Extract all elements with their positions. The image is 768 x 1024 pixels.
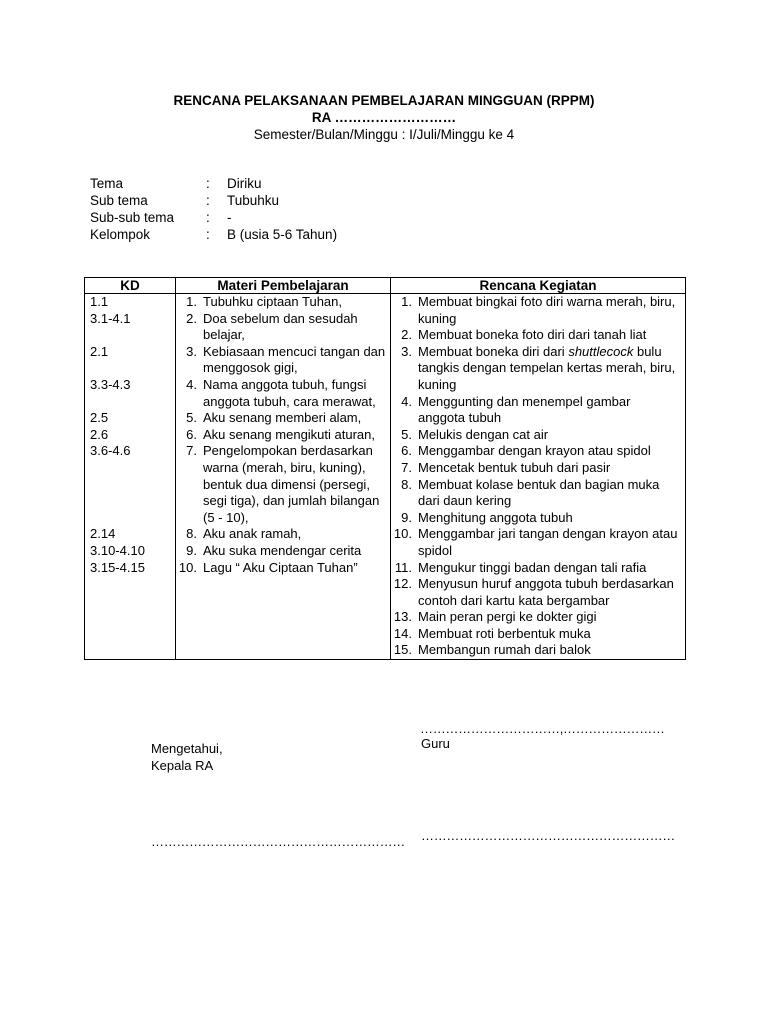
table-row — [85, 294, 686, 660]
materi-column — [176, 294, 391, 660]
info-label: Tema — [90, 176, 124, 191]
kegiatan-number: 1. — [401, 294, 412, 309]
kd-item: 2.5 — [90, 410, 109, 426]
materi-item — [176, 427, 390, 444]
info-value: Tubuhku — [227, 193, 280, 208]
kegiatan-text: Menyusun huruf anggota tubuh berdasarkan contoh dari kartu kata bergambar — [418, 576, 674, 608]
materi-text: Aku suka mendengar cerita — [203, 542, 362, 558]
materi-number: 5. — [186, 410, 197, 426]
kegiatan-number: 4. — [401, 393, 412, 409]
materi-item — [176, 443, 390, 526]
kegiatan-number: 8. — [401, 476, 412, 492]
kd-item — [85, 327, 175, 344]
info-label: Kelompok — [90, 227, 151, 242]
rppm-table — [84, 277, 686, 660]
kegiatan-text: Menggambar jari tangan dengan krayon atau spidol — [418, 526, 678, 558]
kegiatan-text: Melukis dengan cat air — [418, 426, 549, 442]
kegiatan-number: 13. — [393, 609, 412, 625]
kd-item: 3.15-4.15 — [90, 559, 145, 575]
kd-item — [85, 510, 175, 527]
mengetahui-label: Mengetahui, — [151, 741, 223, 756]
kegiatan-text: Main peran pergi ke dokter gigi — [418, 609, 597, 625]
kegiatan-text: Menggunting dan menempel gambar anggota tubuh — [418, 393, 631, 426]
header-kd: KD — [85, 278, 176, 294]
materi-number: 3. — [186, 343, 197, 359]
materi-text: Nama anggota tubuh, fungsi anggota tubuh, cara merawat, — [203, 376, 376, 409]
kegiatan-number: 15. — [393, 642, 412, 658]
kegiatan-item — [391, 477, 685, 510]
kegiatan-item — [391, 560, 685, 577]
materi-number: 6. — [186, 426, 197, 442]
date-line: ……………………………,…………………… — [420, 721, 665, 736]
kepala-signature-line: …………………………………………………… — [151, 834, 406, 849]
header-kegiatan: Rencana Kegiatan — [391, 278, 686, 294]
kd-column — [85, 294, 176, 660]
info-colon: : — [206, 193, 210, 208]
materi-text: Pengelompokan berdasarkan warna (merah, biru, kuning), bentuk dua dimensi (persegi, segi tiga), dan jumlah bilangan (5 - 10), — [203, 443, 380, 525]
materi-number: 10. — [178, 559, 197, 575]
info-colon: : — [206, 227, 210, 242]
kd-item — [85, 394, 175, 411]
kegiatan-text: Membuat roti berbentuk muka — [418, 625, 591, 641]
kegiatan-item — [391, 394, 685, 427]
materi-number: 4. — [186, 376, 197, 392]
kegiatan-number: 9. — [401, 509, 412, 525]
semester-line: Semester/Bulan/Minggu : I/Juli/Minggu ke 4 — [253, 127, 515, 142]
materi-number: 2. — [186, 310, 197, 326]
info-value: - — [227, 210, 232, 225]
kegiatan-item — [391, 427, 685, 444]
info-label: Sub-sub tema — [90, 210, 175, 225]
kegiatan-text: Mengukur tinggi badan dengan tali rafia — [418, 559, 647, 575]
kd-item: 3.3-4.3 — [90, 376, 131, 392]
materi-number: 7. — [186, 443, 197, 459]
kd-item: 1.1 — [90, 294, 109, 309]
kd-item — [85, 460, 175, 477]
materi-number: 1. — [186, 294, 197, 309]
kegiatan-number: 11. — [394, 559, 412, 575]
guru-signature-line: …………………………………………………… — [421, 828, 676, 843]
kegiatan-item — [391, 443, 685, 460]
kegiatan-column — [391, 294, 686, 660]
kegiatan-item — [391, 526, 685, 559]
materi-item — [176, 410, 390, 427]
kegiatan-number: 5. — [401, 426, 412, 442]
kegiatan-text: Membangun rumah dari balok — [418, 642, 591, 658]
kd-item — [85, 360, 175, 377]
materi-number: 9. — [186, 542, 197, 558]
kegiatan-item — [391, 327, 685, 344]
info-colon: : — [206, 210, 210, 225]
kegiatan-item — [391, 576, 685, 609]
kegiatan-text: Menghitung anggota tubuh — [418, 509, 573, 525]
materi-item — [176, 311, 390, 344]
kegiatan-number: 14. — [393, 625, 412, 641]
kd-item: 3.1-4.1 — [90, 310, 131, 326]
kegiatan-text: Membuat bingkai foto diri warna merah, biru, kuning — [418, 294, 676, 326]
kegiatan-item — [391, 294, 685, 327]
info-colon: : — [206, 176, 210, 191]
kegiatan-text: Membuat kolase bentuk dan bagian muka dari daun kering — [418, 476, 660, 509]
kegiatan-text: Mencetak bentuk tubuh dari pasir — [418, 459, 611, 475]
document-subtitle: RA ……………………… — [311, 110, 457, 125]
kegiatan-item — [391, 626, 685, 643]
kd-item: 2.6 — [90, 426, 109, 442]
table-header-row — [85, 278, 686, 294]
kegiatan-text: Menggambar dengan krayon atau spidol — [418, 443, 651, 459]
materi-text: Lagu “ Aku Ciptaan Tuhan” — [203, 559, 358, 575]
guru-label: Guru — [421, 736, 450, 751]
info-label: Sub tema — [90, 193, 148, 208]
materi-item — [176, 543, 390, 560]
kegiatan-item — [391, 642, 685, 659]
kegiatan-item — [391, 460, 685, 477]
materi-text: Tubuhku ciptaan Tuhan, — [203, 294, 343, 309]
kepala-ra-label: Kepala RA — [151, 758, 214, 773]
kd-item: 3.10-4.10 — [90, 542, 145, 558]
kd-item — [85, 493, 175, 510]
materi-text: Doa sebelum dan sesudah belajar, — [203, 310, 358, 343]
kegiatan-text: Membuat boneka foto diri dari tanah liat — [418, 327, 647, 343]
materi-item — [176, 377, 390, 410]
materi-item — [176, 560, 390, 577]
materi-text: Kebiasaan mencuci tangan dan menggosok gigi, — [203, 343, 386, 376]
kegiatan-item — [391, 510, 685, 527]
kegiatan-text: Membuat boneka diri dari shuttlecock bulu tangkis dengan tempelan kertas merah, biru, kuning — [418, 343, 676, 392]
kegiatan-item — [391, 609, 685, 626]
italic-term: shuttlecock — [568, 343, 634, 359]
kd-item: 3.6-4.6 — [90, 443, 131, 459]
kd-item: 2.14 — [90, 526, 116, 542]
materi-text: Aku senang mengikuti aturan, — [203, 426, 375, 442]
kegiatan-number: 10. — [393, 526, 412, 542]
kd-item: 2.1 — [90, 343, 109, 359]
materi-text: Aku senang memberi alam, — [203, 410, 362, 426]
materi-item — [176, 344, 390, 377]
info-value: B (usia 5-6 Tahun) — [227, 227, 338, 242]
header-materi: Materi Pembelajaran — [176, 278, 391, 294]
info-value: Diriku — [227, 176, 262, 191]
materi-number: 8. — [186, 526, 197, 542]
materi-item — [176, 526, 390, 543]
kegiatan-number: 6. — [401, 443, 412, 459]
kegiatan-number: 12. — [393, 576, 412, 592]
kegiatan-number: 3. — [401, 343, 412, 359]
materi-text: Aku anak ramah, — [203, 526, 302, 542]
kegiatan-number: 2. — [401, 327, 412, 343]
document-title: RENCANA PELAKSANAAN PEMBELAJARAN MINGGUAN (RPPM) — [173, 93, 595, 108]
kd-item — [85, 477, 175, 494]
kegiatan-item — [391, 344, 685, 394]
materi-item — [176, 294, 390, 311]
kegiatan-number: 7. — [401, 459, 412, 475]
